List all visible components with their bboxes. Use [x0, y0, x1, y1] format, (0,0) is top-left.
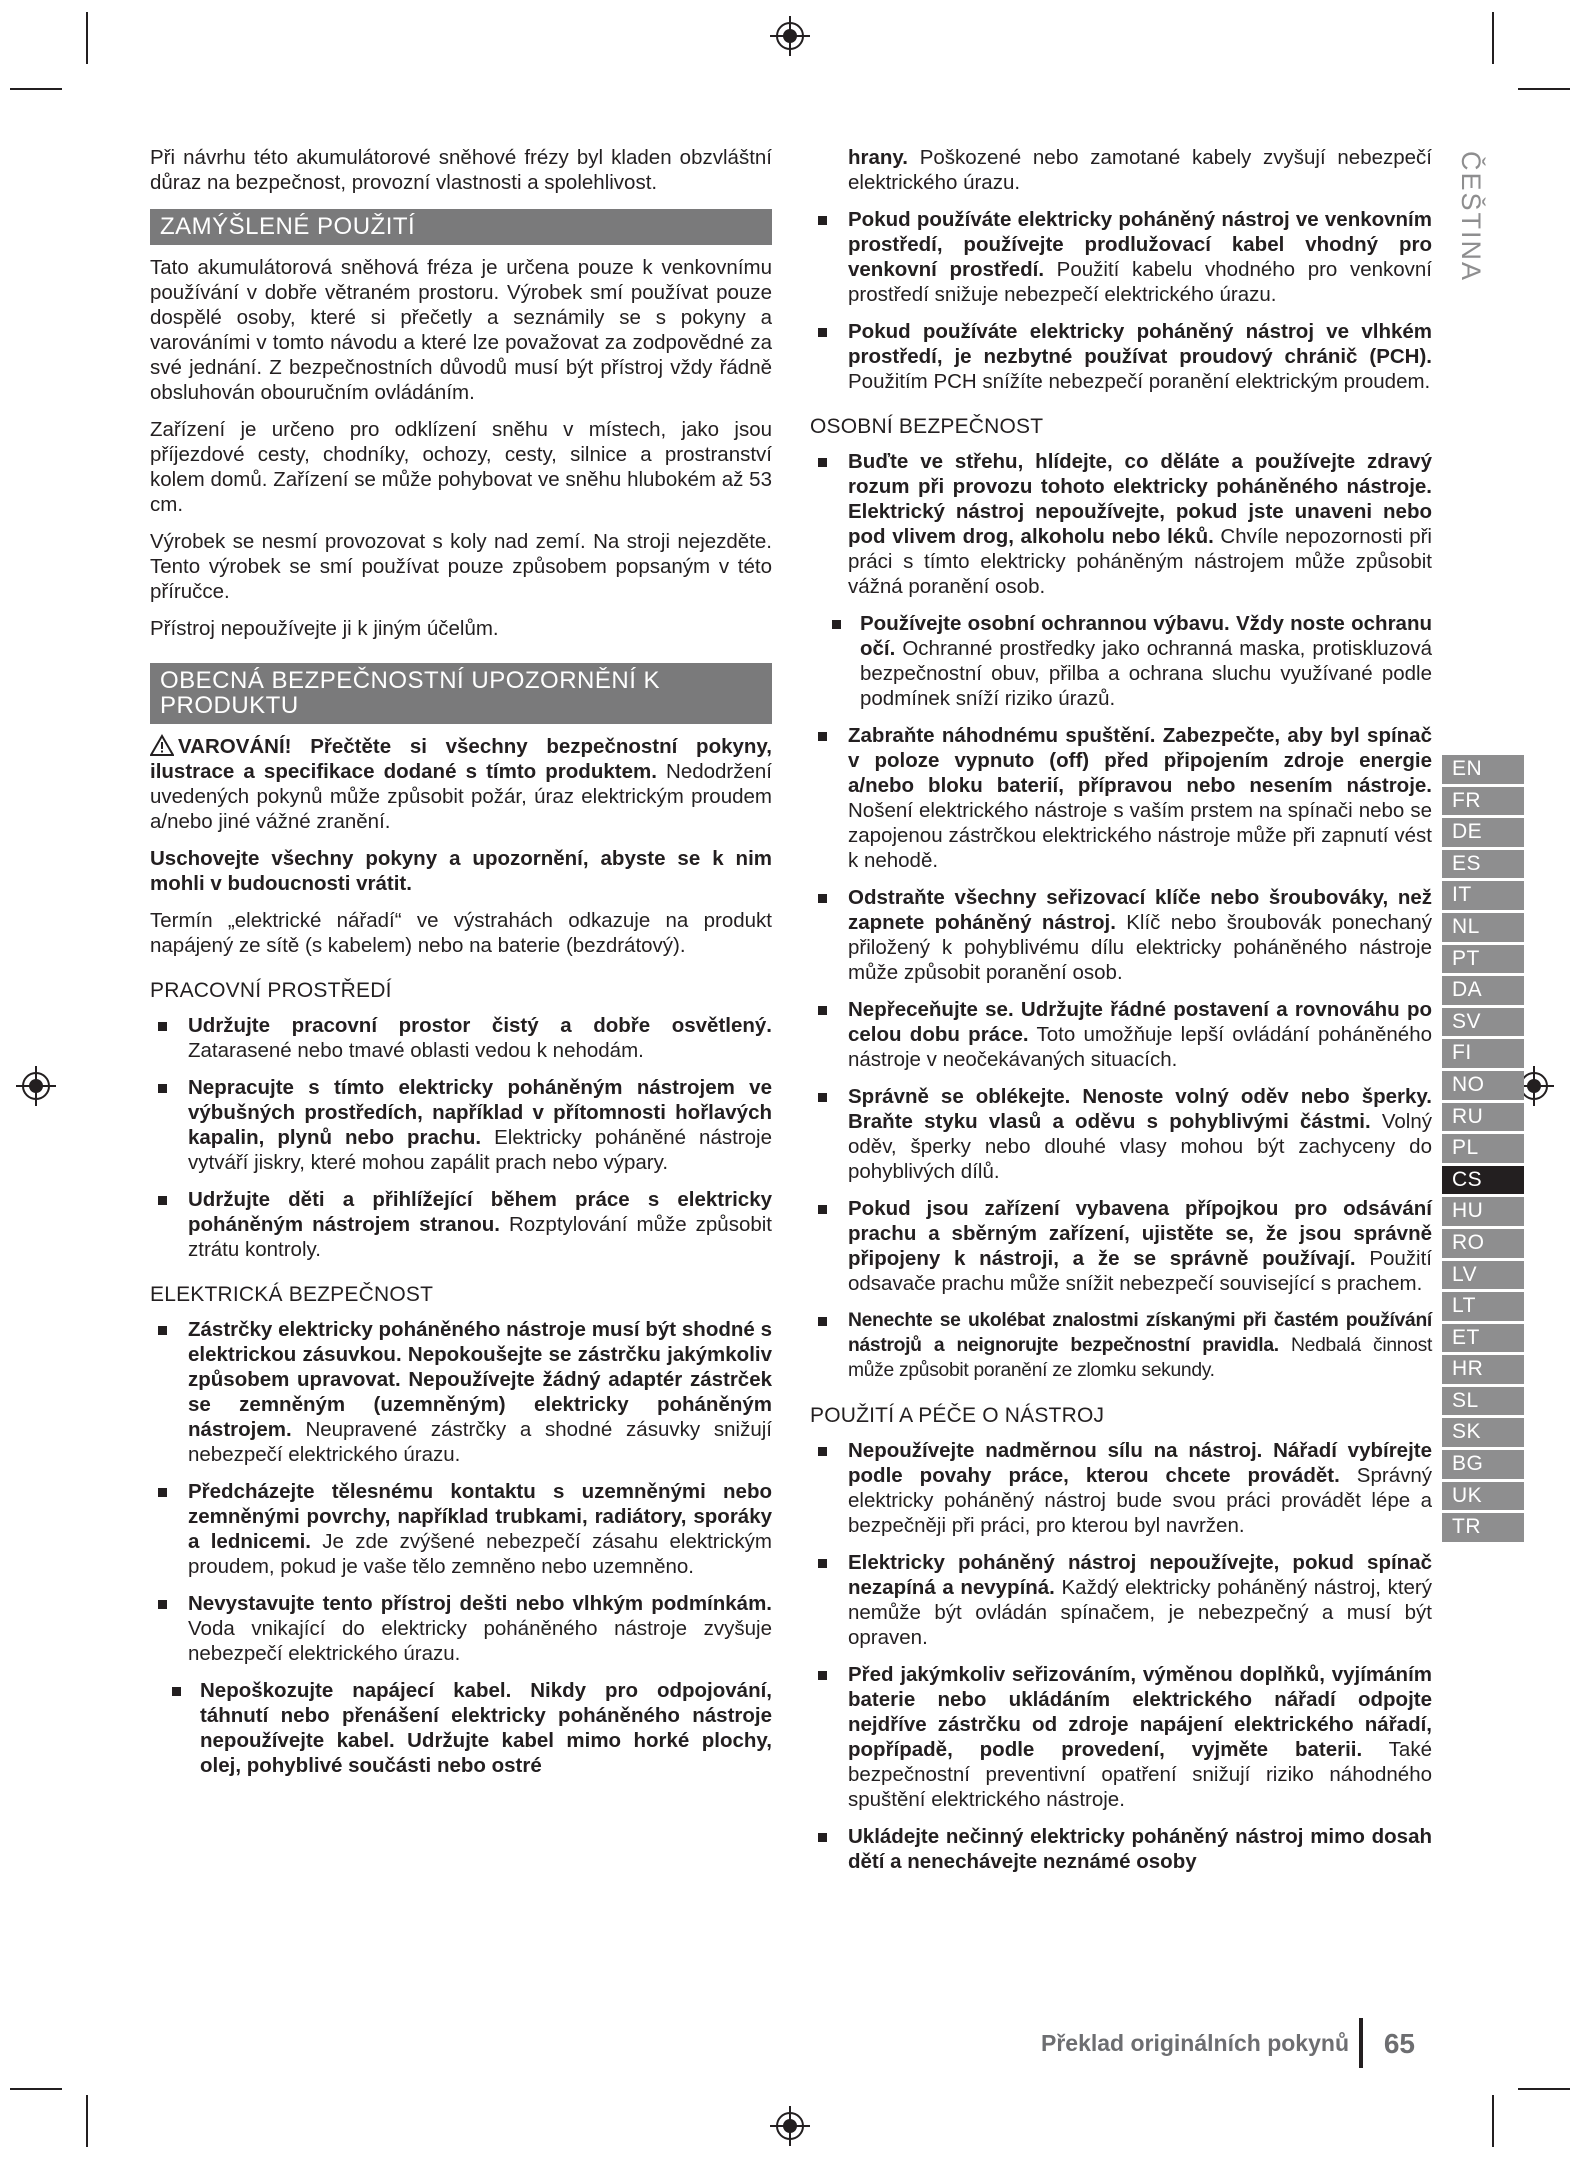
work-area-heading: PRACOVNÍ PROSTŘEDÍ [150, 979, 392, 1002]
item-text: Chvíle nepozornosti při práci s tímto elektricky poháněným nástrojem může způsobit vážná poranění osob. [848, 525, 1432, 598]
language-vertical-text: ČEŠTINA [1456, 151, 1486, 283]
registration-mark-icon [768, 14, 812, 58]
language-tab-et[interactable]: ET [1442, 1324, 1524, 1353]
item-text: Také bezpečnostní preventivní opatření snižují riziko náhodného spuštění elektrického nástroje. [848, 1738, 1432, 1811]
item-text: Je zde zvýšené nebezpečí zásahu elektrickým proudem, pokud je vaše tělo zemněno nebo uzemněno. [188, 1530, 773, 1578]
item-text: Zatarasené nebo tmavé oblasti vedou k nehodám. [188, 1039, 644, 1062]
item-text: Neupravené zástrčky a shodné zásuvky snižují nebezpečí elektrického úrazu. [188, 1418, 772, 1466]
keep-instructions-text: Uschovejte všechny pokyny a upozornění, abyste se k nim mohli v budoucnosti vrátit. [150, 847, 772, 895]
item-bold: Pokud používáte elektricky poháněný nástroj ve venkovním prostředí, používejte prodlužovací kabel vhodný pro venkovní prostředí. [848, 208, 1432, 281]
list-item [810, 885, 1432, 985]
electrical-heading: ELEKTRICKÁ BEZPEČNOST [150, 1283, 434, 1306]
list-item [810, 319, 1432, 394]
item-bold: Nevystavujte tento přístroj dešti nebo vlhkým podmínkám. [188, 1592, 772, 1615]
list-item [810, 723, 1432, 873]
language-tab-de[interactable]: DE [1442, 818, 1524, 847]
footer-text: Překlad originálních pokynů [1040, 2030, 1349, 2056]
item-text: Správný elektricky poháněný nástroj bude svou práci provádět lépe a bezpečněji při práci, pro kterou byl navržen. [848, 1464, 1432, 1537]
item-bold: Pokud používáte elektricky poháněný nástroj ve vlhkém prostředí, je nezbytné používat proudový chránič (PCH). [848, 320, 1432, 368]
item-text: Toto umožňuje lepší ovládání poháněného nástroje v neočekávaných situacích. [848, 1023, 1433, 1071]
list-item [150, 1187, 772, 1262]
list-item [810, 1824, 1432, 1874]
language-tab-no[interactable]: NO [1442, 1071, 1524, 1100]
language-tabs [1442, 755, 1524, 1545]
crop-mark [1518, 2088, 1570, 2090]
item-bold: hrany. [848, 146, 908, 169]
crop-mark [1492, 2095, 1494, 2147]
item-bold: Nepracujte s tímto elektricky poháněným nástrojem ve výbušných prostředích, například v přítomnosti hořlavých kapalin, plynů nebo prachu. [188, 1076, 772, 1149]
language-tab-ru[interactable]: RU [1442, 1103, 1524, 1132]
electrical-list [150, 1317, 772, 1778]
item-text: Klíč nebo šroubovák ponechaný přiložený k pohyblivému dílu elektricky poháněného nástroje může způsobit poranění osob. [848, 911, 1433, 984]
language-tab-lt[interactable]: LT [1442, 1292, 1524, 1321]
crop-mark [86, 2095, 88, 2147]
item-text: Použití kabelu vhodného pro venkovní prostředí snižuje nebezpečí elektrického úrazu. [848, 258, 1433, 306]
list-item [150, 1678, 772, 1778]
item-text: Ochranné prostředky jako ochranná maska, protiskluzová bezpečnostní obuv, přilba a ochrana sluchu využívané podle podmínek sníží riziko úrazů. [860, 637, 1432, 710]
use-care-list [810, 1438, 1432, 1874]
intended-use-heading: ZAMÝŠLENÉ POUŽITÍ [150, 209, 772, 245]
language-tab-hu[interactable]: HU [1442, 1197, 1524, 1226]
item-text: Rozptylování může způsobit ztrátu kontroly. [188, 1213, 772, 1261]
language-tab-hr[interactable]: HR [1442, 1355, 1524, 1384]
item-bold: Ukládejte nečinný elektricky poháněný nástroj mimo dosah dětí a nenechávejte neznámé osoby [848, 1825, 1432, 1873]
item-bold: Udržujte pracovní prostor čistý a dobře osvětlený. [188, 1014, 772, 1037]
list-item [810, 997, 1432, 1072]
language-tab-uk[interactable]: UK [1442, 1482, 1524, 1511]
language-tab-it[interactable]: IT [1442, 881, 1524, 910]
language-vertical-label [1448, 145, 1492, 315]
item-bold: Používejte osobní ochrannou výbavu. Vždy noste ochranu očí. [860, 612, 1432, 660]
page-footer [1000, 2018, 1415, 2068]
list-item [150, 1591, 772, 1666]
language-tab-fr[interactable]: FR [1442, 787, 1524, 816]
crop-mark [10, 88, 62, 90]
right-column [810, 145, 1432, 1886]
item-bold: Před jakýmkoliv seřizováním, výměnou doplňků, vyjímáním baterie nebo ukládáním elektrického nářadí odpojte nejdříve zástrčku od zdroje napájení elektrického nářadí, popřípadě, podle provedení, vyjměte baterii. [848, 1663, 1432, 1761]
list-item [810, 1196, 1432, 1296]
crop-mark [1492, 12, 1494, 64]
list-item [150, 1317, 772, 1467]
footer-divider [1359, 2018, 1363, 2068]
list-item [810, 611, 1432, 711]
item-text: Nošení elektrického nástroje s vaším prstem na spínači nebo se zapojenou zástrčkou elektrického nástroje může při zapnutí vést k nehodě. [848, 799, 1432, 872]
item-bold: Zástrčky elektricky poháněného nástroje musí být shodné s elektrickou zásuvkou. Nepokoušejte se zástrčku jakýmkoliv způsobem upravovat. Nepoužívejte žádný adaptér zástrček se zemněným (uzemněným) elektricky poháněným nástrojem. [188, 1318, 772, 1441]
item-text: Voda vnikající do elektricky poháněného nástroje zvyšuje nebezpečí elektrického úrazu. [188, 1617, 772, 1665]
item-text: Každý elektricky poháněný nástroj, který nemůže být ovládán spínačem, je nebezpečný a musí být opraven. [848, 1576, 1433, 1649]
warning-text: Nedodržení uvedených pokynů může způsobit požár, úraz elektrickým proudem a/nebo jiné vážné zranění. [150, 760, 772, 833]
item-bold: Předcházejte tělesnému kontaktu s uzemněnými nebo zemněnými povrchy, například trubkami, radiátory, sporáky a lednicemi. [188, 1480, 772, 1553]
list-item [810, 449, 1432, 599]
intro-paragraph: Při návrhu této akumulátorové sněhové frézy byl kladen obzvláštní důraz na bezpečnost, provozní vlastnosti a spolehlivost. [150, 146, 772, 194]
list-item [810, 1438, 1432, 1538]
item-text: Použití odsavače prachu může snížit nebezpečí související s prachem. [848, 1247, 1432, 1295]
item-bold: Udržujte děti a přihlížející během práce s elektricky poháněným nástrojem stranou. [188, 1188, 772, 1236]
item-text: Elektricky poháněné nástroje vytváří jiskry, které mohou zapálit prach nebo výpary. [188, 1126, 772, 1174]
item-bold: Nenechte se ukolébat znalostmi získanými při častém používání nástrojů a neignorujte bezpečnostní pravidla. [848, 1310, 1432, 1356]
list-item [810, 1084, 1432, 1184]
list-item [150, 1479, 772, 1579]
language-tab-nl[interactable]: NL [1442, 913, 1524, 942]
left-column [150, 145, 772, 1790]
language-tab-pl[interactable]: PL [1442, 1134, 1524, 1163]
list-item [150, 1075, 772, 1175]
language-tab-sk[interactable]: SK [1442, 1418, 1524, 1447]
personal-safety-list [810, 449, 1432, 1383]
language-tab-sl[interactable]: SL [1442, 1387, 1524, 1416]
intended-use-paragraph: Zařízení je určeno pro odklízení sněhu v místech, jako jsou příjezdové cesty, chodníky, ochozy, cesty, silnice a prostranství kolem domů. Zařízení se může pohybovat ve sněhu hlubokém až 53 cm. [150, 418, 772, 516]
item-bold: Buďte ve střehu, hlídejte, co děláte a používejte zdravý rozum při provozu tohoto elektricky poháněného nástroje. Elektrický nástroj nepoužívejte, pokud jste unaveni nebo pod vlivem drog, alkoholu nebo léků. [848, 450, 1432, 548]
language-tab-fi[interactable]: FI [1442, 1039, 1524, 1068]
list-item [810, 1308, 1432, 1383]
language-tab-ro[interactable]: RO [1442, 1229, 1524, 1258]
intended-use-paragraph: Tato akumulátorová sněhová fréza je určena pouze k venkovnímu používání v dobře větraném prostoru. Výrobek smí používat pouze dospělé osoby, které si přečetly a seznámily se s pokyny a varováními v tomto návodu a které lze považovat za zodpovědné za své jednání. Z bezpečnostních důvodů musí být přístroj vždy řádně obsluhován obouručním ovládáním. [150, 256, 772, 404]
term-paragraph: Termín „elektrické nářadí“ ve výstrahách odkazuje na produkt napájený ze sítě (s kabelem) nebo na baterie (bezdrátový). [150, 909, 772, 957]
general-safety-heading: OBECNÁ BEZPEČNOSTNÍ UPOZORNĚNÍ K PRODUKTU [150, 663, 772, 724]
intended-use-paragraph: Výrobek se nesmí provozovat s koly nad zemí. Na stroji nejezděte. Tento výrobek se smí používat pouze způsobem popsaným v této příručce. [150, 530, 772, 603]
item-text: Použitím PCH snížíte nebezpečí poranění elektrickým proudem. [848, 370, 1431, 393]
registration-mark-icon [768, 2104, 812, 2148]
item-bold: Nepoužívejte nadměrnou sílu na nástroj. Nářadí vybírejte podle povahy práce, kterou chcete provádět. [848, 1439, 1432, 1487]
item-text: Volný oděv, šperky nebo dlouhé vlasy mohou být zachyceny do pohyblivých dílů. [848, 1110, 1432, 1183]
page-number: 65 [1383, 2028, 1415, 2059]
language-tab-pt[interactable]: PT [1442, 945, 1524, 974]
list-item [810, 207, 1432, 307]
list-item [810, 1550, 1432, 1650]
continuation-paragraph [848, 145, 1432, 195]
personal-safety-heading: OSOBNÍ BEZPEČNOST [810, 415, 1044, 438]
warning-paragraph [150, 734, 772, 834]
item-bold: Odstraňte všechny seřizovací klíče nebo šroubováky, než zapnete poháněný nástroj. [848, 886, 1432, 934]
warning-bold: VAROVÁNÍ! Přečtěte si všechny bezpečnostní pokyny, ilustrace a specifikace dodané s tímto produktem. [150, 735, 772, 783]
item-bold: Správně se oblékejte. Nenoste volný oděv nebo šperky. Braňte styku vlasů a oděvu s pohyblivými částmi. [848, 1085, 1432, 1133]
keep-instructions [150, 846, 772, 896]
language-tab-en[interactable]: EN [1442, 755, 1524, 784]
crop-mark [1518, 88, 1570, 90]
language-tab-cs[interactable]: CS [1442, 1166, 1524, 1195]
list-item [810, 1662, 1432, 1812]
warning-triangle-icon [150, 734, 174, 756]
language-tab-es[interactable]: ES [1442, 850, 1524, 879]
list-item [150, 1013, 772, 1063]
registration-mark-icon [14, 1064, 58, 1108]
item-bold: Nepřeceňujte se. Udržujte řádné postavení a rovnováhu po celou dobu práce. [848, 998, 1432, 1046]
item-bold: Elektricky poháněný nástroj nepoužívejte, pokud spínač nezapíná a nevypíná. [848, 1551, 1432, 1599]
intended-use-paragraph: Přístroj nepoužívejte ji k jiným účelům. [150, 617, 499, 640]
crop-mark [10, 2088, 62, 2090]
language-tab-da[interactable]: DA [1442, 976, 1524, 1005]
item-bold: Zabraňte náhodnému spuštění. Zabezpečte, aby byl spínač v poloze vypnuto (off) před připojením zdroje energie a/nebo bloku baterií, přípravou nebo nesením nástroje. [848, 724, 1432, 797]
language-tab-lv[interactable]: LV [1442, 1261, 1524, 1290]
crop-mark [86, 12, 88, 64]
language-tab-sv[interactable]: SV [1442, 1008, 1524, 1037]
language-tab-bg[interactable]: BG [1442, 1450, 1524, 1479]
item-bold: Nepoškozujte napájecí kabel. Nikdy pro odpojování, táhnutí nebo přenášení elektricky poháněného nástroje nepoužívejte kabel. Udržujte kabel mimo horké plochy, olej, pohyblivé součásti nebo ostré [200, 1679, 772, 1777]
work-area-list [150, 1013, 772, 1262]
electrical-list-continued [810, 207, 1432, 394]
item-text: Poškozené nebo zamotané kabely zvyšují nebezpečí elektrického úrazu. [848, 146, 1432, 194]
item-text: Nedbalá činnost může způsobit poranění ze zlomku sekundy. [848, 1335, 1432, 1381]
item-bold: Pokud jsou zařízení vybavena přípojkou pro odsávání prachu a sběrným zařízení, ujistěte se, že jsou správně připojeny k nástroji, a že se správně používají. [848, 1197, 1432, 1270]
use-care-heading: POUŽITÍ A PÉČE O NÁSTROJ [810, 1404, 1105, 1427]
language-tab-tr[interactable]: TR [1442, 1513, 1524, 1542]
